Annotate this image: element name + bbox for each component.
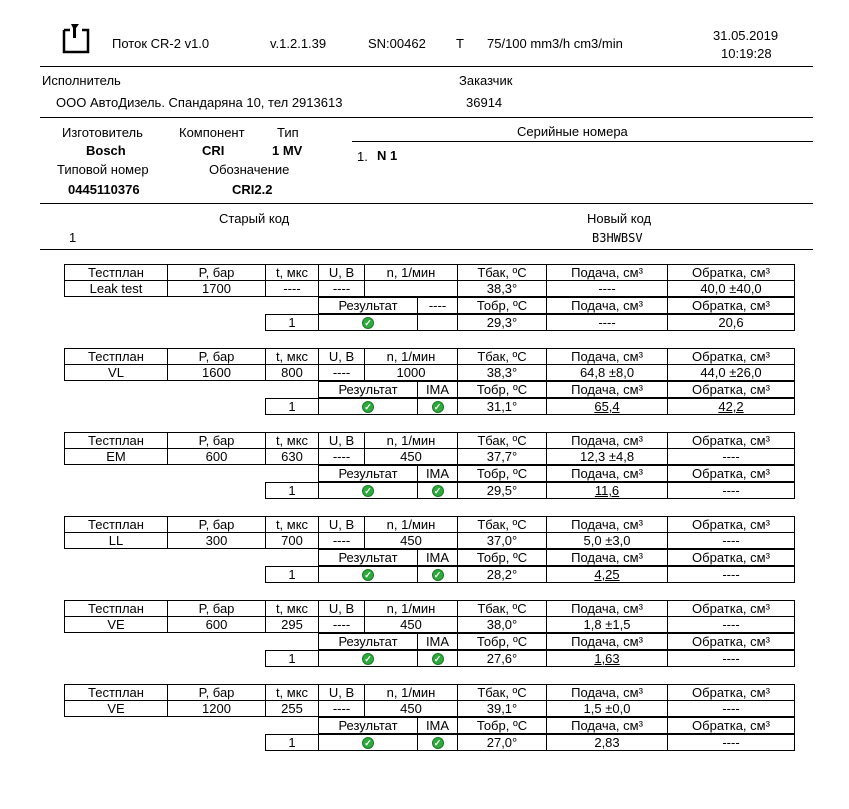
header-time: t, мкс (265, 432, 319, 449)
tank-temp-value: 38,0° (457, 616, 547, 633)
return-setpoint: ---- (667, 700, 795, 717)
header-time: t, мкс (265, 600, 319, 617)
speed-value: 450 (364, 700, 458, 717)
header-tank-temp: Тбак, ºС (457, 600, 547, 617)
return-actual: ---- (667, 734, 795, 751)
header-voltage: U, В (318, 348, 365, 365)
header-return: Обратка, см³ (667, 633, 795, 650)
designation-label: Обозначение (209, 162, 290, 177)
header-return-temp: Тобр, ºС (457, 297, 547, 314)
return-temp-value: 29,3° (457, 314, 547, 331)
header-feed: Подача, см³ (546, 432, 668, 449)
return-actual: 42,2 (667, 398, 795, 415)
return-temp-value: 29,5° (457, 482, 547, 499)
ima-status (417, 482, 458, 499)
pressure-value: 1600 (167, 364, 266, 381)
header-feed: Подача, см³ (546, 465, 668, 482)
return-actual: ---- (667, 566, 795, 583)
header-time: t, мкс (265, 348, 319, 365)
header-testplan: Тестплан (64, 684, 168, 701)
header-return-temp: Тобр, ºС (457, 381, 547, 398)
header-return: Обратка, см³ (667, 516, 795, 533)
tank-temp-value: 37,7° (457, 448, 547, 465)
check-icon: ✓ (362, 737, 374, 749)
result-status (318, 734, 418, 751)
t-label: T (456, 36, 464, 51)
return-actual: 20,6 (667, 314, 795, 331)
result-index: 1 (265, 482, 319, 499)
header-return: Обратка, см³ (667, 264, 795, 281)
return-actual: ---- (667, 482, 795, 499)
ima-status (417, 314, 458, 331)
feed-actual: 1,63 (546, 650, 668, 667)
testplan-name: VE (64, 616, 168, 633)
test-table (0, 348, 849, 418)
customer-value: 36914 (466, 95, 503, 110)
return-temp-value: 28,2° (457, 566, 547, 583)
check-icon: ✓ (432, 401, 444, 413)
header-voltage: U, В (318, 432, 365, 449)
check-icon: ✓ (432, 653, 444, 665)
return-setpoint: ---- (667, 532, 795, 549)
feed-actual: 11,6 (546, 482, 668, 499)
type-number-value: 0445110376 (68, 182, 140, 197)
return-temp-value: 31,1° (457, 398, 547, 415)
header-speed: n, 1/мин (364, 600, 458, 617)
pressure-value: 600 (167, 616, 266, 633)
speed-value: 450 (364, 616, 458, 633)
return-setpoint: ---- (667, 616, 795, 633)
header-time: t, мкс (265, 684, 319, 701)
report-time: 10:19:28 (721, 46, 772, 61)
check-icon: ✓ (362, 569, 374, 581)
result-index: 1 (265, 566, 319, 583)
serial-label: SN:00462 (368, 36, 426, 51)
return-temp-value: 27,0° (457, 734, 547, 751)
header-testplan: Тестплан (64, 516, 168, 533)
header-feed: Подача, см³ (546, 297, 668, 314)
component-label: Компонент (179, 125, 245, 140)
test-table (0, 516, 849, 586)
header-feed: Подача, см³ (546, 717, 668, 734)
header-pressure: P, бар (167, 348, 266, 365)
new-code-value: B3HWBSV (592, 231, 643, 245)
check-icon: ✓ (432, 485, 444, 497)
result-status (318, 650, 418, 667)
feed-setpoint: 5,0 ±3,0 (546, 532, 668, 549)
header-feed: Подача, см³ (546, 516, 668, 533)
pressure-value: 600 (167, 448, 266, 465)
header-speed: n, 1/мин (364, 432, 458, 449)
header-result: Результат (318, 381, 418, 398)
time-value: 295 (265, 616, 319, 633)
units-label: 75/100 mm3/h cm3/min (487, 36, 623, 51)
testplan-name: VL (64, 364, 168, 381)
header-testplan: Тестплан (64, 348, 168, 365)
check-icon: ✓ (432, 737, 444, 749)
header-return-temp: Тобр, ºС (457, 717, 547, 734)
ima-status (417, 566, 458, 583)
header-tank-temp: Тбак, ºС (457, 516, 547, 533)
return-setpoint: ---- (667, 448, 795, 465)
header-return: Обратка, см³ (667, 684, 795, 701)
manufacturer-label: Изготовитель (62, 125, 143, 140)
result-status (318, 566, 418, 583)
voltage-value: ---- (318, 364, 365, 381)
header-result: Результат (318, 297, 418, 314)
feed-actual: ---- (546, 314, 668, 331)
executor-value: ООО АвтоДизель. Спандаряна 10, тел 2913613 (56, 95, 343, 110)
header-result: Результат (318, 717, 418, 734)
header-result: Результат (318, 633, 418, 650)
old-code-label: Старый код (219, 211, 290, 226)
feed-actual: 2,83 (546, 734, 668, 751)
check-icon: ✓ (362, 653, 374, 665)
header-return: Обратка, см³ (667, 348, 795, 365)
time-value: 255 (265, 700, 319, 717)
codes-divider (40, 249, 813, 250)
header-return: Обратка, см³ (667, 297, 795, 314)
manufacturer-value: Bosch (86, 143, 126, 158)
check-icon: ✓ (362, 401, 374, 413)
header-ima: IMA (417, 633, 458, 650)
header-testplan: Тестплан (64, 600, 168, 617)
designation-value: CRI2.2 (232, 182, 273, 197)
header-time: t, мкс (265, 516, 319, 533)
version-label: v.1.2.1.39 (270, 36, 327, 51)
result-index: 1 (265, 314, 319, 331)
header-return: Обратка, см³ (667, 600, 795, 617)
new-code-label: Новый код (587, 211, 652, 226)
check-icon: ✓ (362, 317, 374, 329)
header-ima: IMA (417, 381, 458, 398)
header-ima: IMA (417, 717, 458, 734)
test-table (0, 684, 849, 754)
test-table (0, 432, 849, 502)
header-return: Обратка, см³ (667, 549, 795, 566)
header-result: Результат (318, 465, 418, 482)
app-logo-icon (62, 22, 90, 54)
ima-status (417, 650, 458, 667)
testplan-name: LL (64, 532, 168, 549)
return-setpoint: 44,0 ±26,0 (667, 364, 795, 381)
serials-value: N 1 (377, 148, 398, 163)
header-tank-temp: Тбак, ºС (457, 348, 547, 365)
feed-setpoint: 1,5 ±0,0 (546, 700, 668, 717)
header-feed: Подача, см³ (546, 264, 668, 281)
return-temp-value: 27,6° (457, 650, 547, 667)
header-voltage: U, В (318, 264, 365, 281)
header-speed: n, 1/мин (364, 684, 458, 701)
header-pressure: P, бар (167, 600, 266, 617)
voltage-value: ---- (318, 532, 365, 549)
header-feed: Подача, см³ (546, 633, 668, 650)
header-pressure: P, бар (167, 264, 266, 281)
result-status (318, 482, 418, 499)
header-pressure: P, бар (167, 516, 266, 533)
header-tank-temp: Тбак, ºС (457, 264, 547, 281)
voltage-value: ---- (318, 280, 365, 297)
result-index: 1 (265, 650, 319, 667)
result-status (318, 314, 418, 331)
header-speed: n, 1/мин (364, 516, 458, 533)
tank-temp-value: 38,3° (457, 364, 547, 381)
type-value: 1 MV (272, 143, 303, 158)
header-return: Обратка, см³ (667, 381, 795, 398)
check-icon: ✓ (432, 569, 444, 581)
type-label: Тип (277, 125, 299, 140)
header-return: Обратка, см³ (667, 432, 795, 449)
header-voltage: U, В (318, 684, 365, 701)
feed-setpoint: ---- (546, 280, 668, 297)
feed-actual: 4,25 (546, 566, 668, 583)
header-ima: ---- (417, 297, 458, 314)
header-feed: Подача, см³ (546, 684, 668, 701)
time-value: 800 (265, 364, 319, 381)
feed-setpoint: 12,3 ±4,8 (546, 448, 668, 465)
testplan-name: EM (64, 448, 168, 465)
header-result: Результат (318, 549, 418, 566)
tank-temp-value: 38,3° (457, 280, 547, 297)
ima-status (417, 734, 458, 751)
product-divider (40, 203, 813, 204)
testplan-name: VE (64, 700, 168, 717)
test-table (0, 264, 849, 334)
time-value: ---- (265, 280, 319, 297)
serials-label: Серийные номера (517, 124, 628, 139)
header-time: t, мкс (265, 264, 319, 281)
section-divider (40, 117, 813, 118)
serials-index: 1. (357, 149, 368, 164)
result-index: 1 (265, 398, 319, 415)
feed-setpoint: 1,8 ±1,5 (546, 616, 668, 633)
time-value: 700 (265, 532, 319, 549)
component-value: CRI (202, 143, 225, 158)
return-actual: ---- (667, 650, 795, 667)
header-divider (40, 66, 813, 67)
header-testplan: Тестплан (64, 432, 168, 449)
check-icon: ✓ (362, 485, 374, 497)
pressure-value: 1200 (167, 700, 266, 717)
return-setpoint: 40,0 ±40,0 (667, 280, 795, 297)
result-index: 1 (265, 734, 319, 751)
header-speed: n, 1/мин (364, 348, 458, 365)
speed-value: 450 (364, 448, 458, 465)
header-pressure: P, бар (167, 684, 266, 701)
header-feed: Подача, см³ (546, 600, 668, 617)
header-pressure: P, бар (167, 432, 266, 449)
header-voltage: U, В (318, 516, 365, 533)
header-return-temp: Тобр, ºС (457, 549, 547, 566)
header-return: Обратка, см³ (667, 717, 795, 734)
feed-actual: 65,4 (546, 398, 668, 415)
executor-label: Исполнитель (42, 73, 121, 88)
header-tank-temp: Тбак, ºС (457, 684, 547, 701)
tank-temp-value: 37,0° (457, 532, 547, 549)
header-ima: IMA (417, 465, 458, 482)
header-speed: n, 1/мин (364, 264, 458, 281)
header-testplan: Тестплан (64, 264, 168, 281)
voltage-value: ---- (318, 700, 365, 717)
tank-temp-value: 39,1° (457, 700, 547, 717)
test-table (0, 600, 849, 670)
voltage-value: ---- (318, 448, 365, 465)
pressure-value: 300 (167, 532, 266, 549)
pressure-value: 1700 (167, 280, 266, 297)
header-ima: IMA (417, 549, 458, 566)
old-code-value: 1 (69, 230, 77, 245)
app-title: Поток CR-2 v1.0 (112, 36, 210, 51)
header-feed: Подача, см³ (546, 348, 668, 365)
report-date: 31.05.2019 (713, 28, 779, 43)
header-feed: Подача, см³ (546, 549, 668, 566)
header-feed: Подача, см³ (546, 381, 668, 398)
time-value: 630 (265, 448, 319, 465)
type-number-label: Типовой номер (57, 162, 149, 177)
header-return: Обратка, см³ (667, 465, 795, 482)
ima-status (417, 398, 458, 415)
header-return-temp: Тобр, ºС (457, 633, 547, 650)
speed-value: 1000 (364, 364, 458, 381)
feed-setpoint: 64,8 ±8,0 (546, 364, 668, 381)
result-status (318, 398, 418, 415)
header-tank-temp: Тбак, ºС (457, 432, 547, 449)
testplan-name: Leak test (64, 280, 168, 297)
header-voltage: U, В (318, 600, 365, 617)
speed-value (364, 280, 458, 297)
serials-underline (352, 141, 813, 142)
speed-value: 450 (364, 532, 458, 549)
voltage-value: ---- (318, 616, 365, 633)
header-return-temp: Тобр, ºС (457, 465, 547, 482)
customer-label: Заказчик (459, 73, 513, 88)
